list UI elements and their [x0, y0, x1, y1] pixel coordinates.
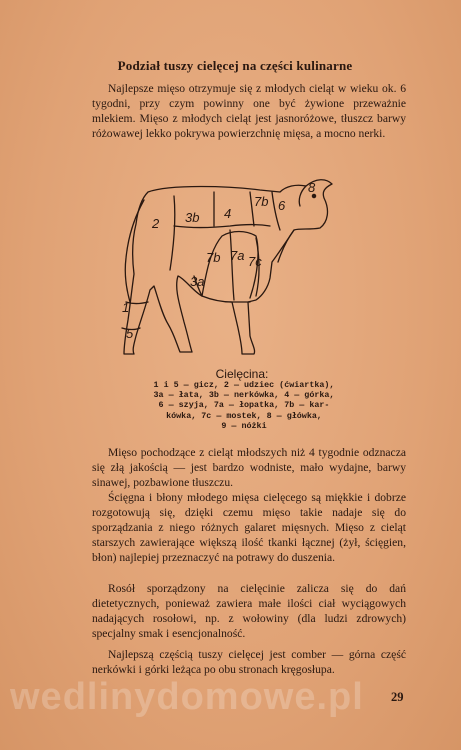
cut-line [170, 196, 175, 270]
veal-cuts-diagram [110, 178, 350, 366]
cut-label: 7b [206, 250, 221, 265]
paragraph-3: Ścięgna i błony młodego mięsa cielęcego są miękkie i dobrze rozgotowują się, dzięki czemu mięso takie nadaje się do sporządzania z niego różnych galaret mięsnych. Mięso z cieląt starszych zawierające większą ilość tkanki łącznej (żył, ścięgien, błon) najlepiej przeznaczyć na potrawy do duszenia. [92, 491, 406, 564]
legend-line: 3a — łata, 3b — nerkówka, 4 — górka, [153, 390, 335, 401]
cut-label: 7b [254, 194, 269, 209]
legend-line: kówka, 7c — mostek, 8 — główka, [166, 410, 322, 421]
cuts-legend [108, 380, 380, 431]
cut-label: 5 [126, 326, 134, 341]
section-title: Podział tuszy cielęcej na części kulinarne [117, 58, 353, 73]
cut-line [278, 230, 294, 262]
paragraph-2: Mięso pochodzące z cieląt młodszych niż 4 tygodnie odznacza się złą jakością — jest bardzo wodniste, mało wydajne, barwy sinawej, pozbawione tłuszczu. [92, 446, 406, 489]
page-number: 29 [391, 690, 404, 704]
cut-label: 7a [230, 248, 245, 263]
cut-label: 3a [190, 274, 205, 289]
legend-line: 1 i 5 — gicz, 2 — udziec (ćwiartka), [153, 380, 335, 390]
calf-tail [125, 200, 144, 302]
cut-label: 3b [185, 210, 200, 225]
cut-label: 4 [224, 206, 232, 221]
paragraph-1: Najlepsze mięso otrzymuje się z młodych cieląt w wieku ok. 6 tygodni, przy czym powinny one być żywione przeważnie mlekiem. Mięso z młodych cieląt jest jasnoróżowe, tłuszcz barwy różowawej lekko pokrywa powierzchnię mięsa, a mocno nerki. [92, 82, 406, 140]
paragraph-5: Najlepszą częścią tuszy cielęcej jest comber — górna część nerkówki i górki leżąca po obu stronach kręgosłupa. [92, 648, 406, 676]
caption-title: Cielęcina: [215, 367, 269, 381]
cut-label: 1 [122, 300, 130, 315]
cut-line [126, 302, 148, 304]
paragraph-4: Rosół sporządzony na cielęcinie zalicza się do dań dietetycznych, ponieważ zawiera małe ilości ciał wyciągowych nadających rosołowi, np. z wołowiny (dla ludzi zdrowych) specjalny smak i esencjonalność. [92, 582, 406, 640]
cut-label: 2 [152, 216, 160, 231]
cut-line [230, 230, 234, 300]
legend-line: 6 — szyja, 7a — łopatka, 7b — kar- [158, 400, 330, 411]
cut-label: 7c [248, 254, 262, 269]
legend-line: 9 — nóżki [221, 420, 267, 431]
calf-ear [299, 186, 306, 206]
cut-label: 6 [278, 198, 286, 213]
watermark: wedlinydomowe.pl [10, 676, 364, 718]
cut-label: 8 [308, 180, 316, 195]
